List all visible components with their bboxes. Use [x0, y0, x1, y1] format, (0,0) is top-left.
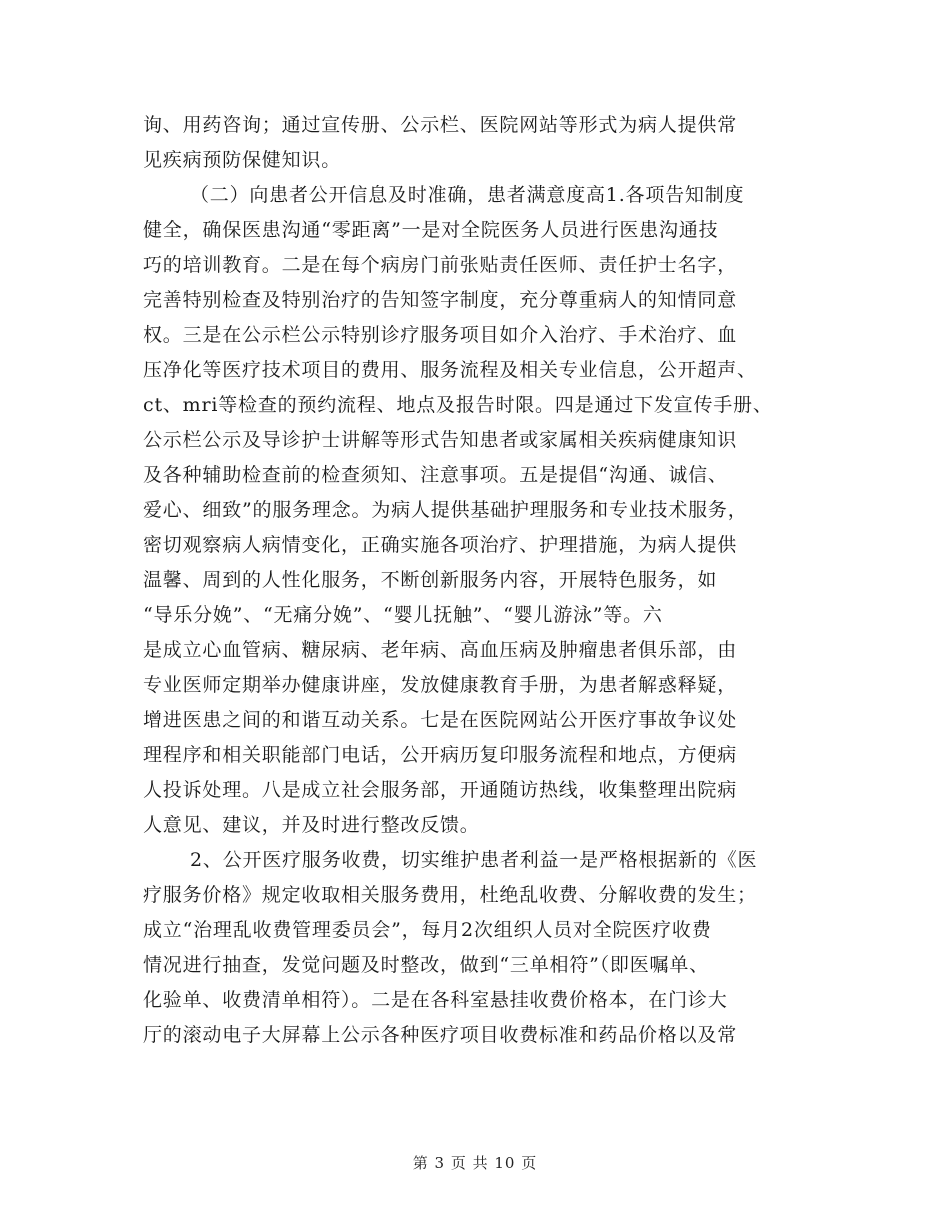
section-heading-line: （二）向患者公开信息及时准确，患者满意度高1.各项告知制度 — [190, 184, 745, 206]
text-line: 人投诉处理。八是成立社会服务部，开通随访热线，收集整理出院病 — [143, 779, 738, 801]
text-line: 人意见、建议，并及时进行整改反馈。 — [143, 814, 480, 836]
text-line: 温馨、周到的人性化服务，不断创新服务内容，开展特色服务，如 — [143, 569, 718, 591]
text-line: 理程序和相关职能部门电话，公开病历复印服务流程和地点，方便病 — [143, 744, 738, 766]
text-line: 压净化等医疗技术项目的费用、服务流程及相关专业信息，公开超声、 — [143, 359, 757, 381]
page-number-footer: 第 3 页 共 10 页 — [412, 1154, 538, 1172]
text-line: 巧的培训教育。二是在每个病房门前张贴责任医师、责任护士名字， — [143, 254, 738, 276]
text-line: 是成立心血管病、糖尿病、老年病、高血压病及肿瘤患者俱乐部，由 — [143, 639, 738, 661]
text-line: 成立“治理乱收费管理委员会”，每月2次组织人员对全院医疗收费 — [143, 919, 712, 941]
text-line: 密切观察病人病情变化，正确实施各项治疗、护理措施，为病人提供 — [143, 534, 738, 556]
text-line: 化验单、收费清单相符）。二是在各科室悬挂收费价格本，在门诊大 — [143, 989, 728, 1011]
text-line: 专业医师定期举办健康讲座，发放健康教育手册，为患者解惑释疑， — [143, 674, 738, 696]
text-line: 权。三是在公示栏公示特别诊疗服务项目如介入治疗、手术治疗、血 — [143, 324, 738, 346]
text-line: 公示栏公示及导诊护士讲解等形式告知患者或家属相关疾病健康知识 — [143, 429, 738, 451]
text-line: 疗服务价格》规定收取相关服务费用，杜绝乱收费、分解收费的发生； — [143, 884, 757, 906]
text-line: 询、用药咨询；通过宣传册、公示栏、医院网站等形式为病人提供常 — [143, 114, 738, 136]
text-line: 爱心、细致”的服务理念。为病人提供基础护理服务和专业技术服务， — [143, 499, 748, 521]
text-line: 健全，确保医患沟通“零距离”一是对全院医务人员进行医患沟通技 — [143, 219, 719, 241]
paragraph-start-line: 2、公开医疗服务收费，切实维护患者利益一是严格根据新的《医 — [190, 849, 758, 871]
text-line: 完善特别检查及特别治疗的告知签字制度，充分尊重病人的知情同意 — [143, 289, 738, 311]
text-line: ct、mri等检查的预约流程、地点及报告时限。四是通过下发宣传手册、 — [143, 394, 773, 416]
text-line: 情况进行抽查，发觉问题及时整改，做到“三单相符”（即医嘱单、 — [143, 954, 709, 976]
text-line: 及各种辅助检查前的检查须知、注意事项。五是提倡“沟通、诚信、 — [143, 464, 728, 486]
text-line: 见疾病预防保健知识。 — [143, 149, 342, 171]
text-line: 增进医患之间的和谐互动关系。七是在医院网站公开医疗事故争议处 — [143, 709, 738, 731]
text-line: “导乐分娩”、“无痛分娩”、“婴儿抚触”、“婴儿游泳”等。六 — [143, 604, 663, 626]
text-line: 厅的滚动电子大屏幕上公示各种医疗项目收费标准和药品价格以及常 — [143, 1024, 738, 1046]
